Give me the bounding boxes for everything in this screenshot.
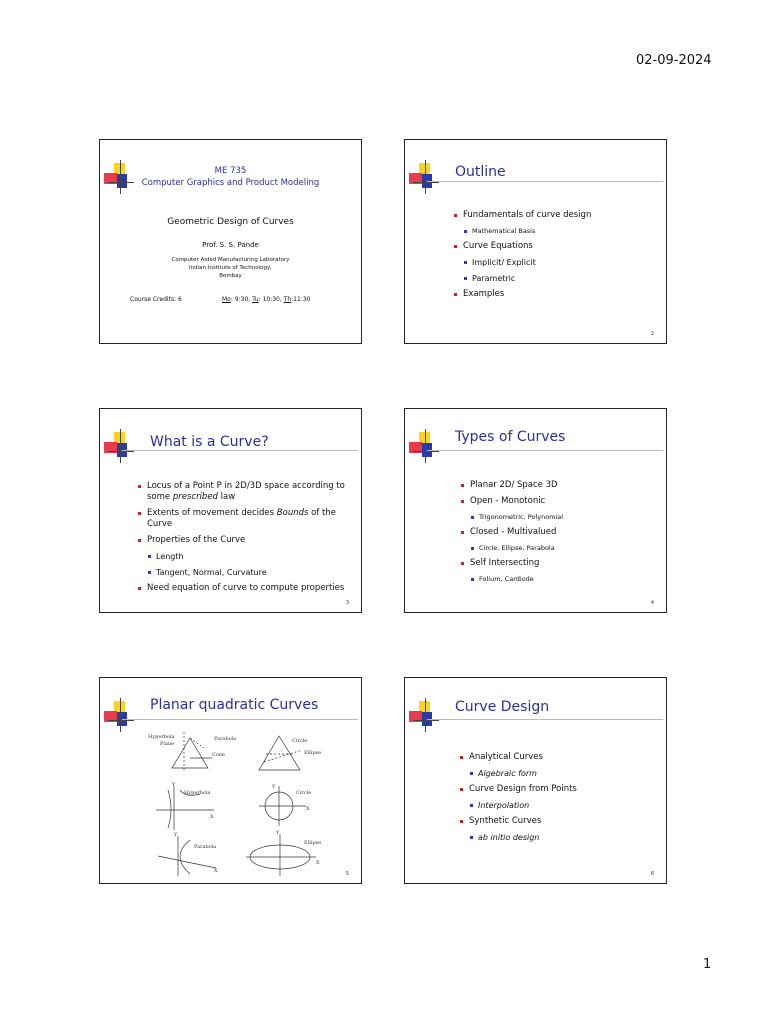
bullet: Examples bbox=[454, 289, 591, 300]
page-number: 1 bbox=[703, 957, 712, 972]
slide-1-affiliation bbox=[100, 256, 361, 280]
lab-line: Indian Institute of Technology, bbox=[189, 265, 272, 271]
bullet-text: of the Curve bbox=[147, 508, 336, 529]
bullet-emphasis: prescribed bbox=[172, 492, 218, 502]
bullet-text: Extents of movement decides bbox=[147, 508, 277, 518]
bullet: Analytical Curves bbox=[460, 752, 577, 763]
bullet: Closed - Multivalued bbox=[461, 527, 563, 538]
label-x: X bbox=[210, 814, 214, 820]
day-mo: Mo bbox=[222, 296, 231, 303]
slide-1-subtitle: Geometric Design of Curves bbox=[167, 217, 294, 227]
bullet: Fundamentals of curve design bbox=[454, 210, 591, 221]
time-th: :11:30 bbox=[291, 296, 311, 303]
label-x-4: X bbox=[316, 860, 320, 866]
bullet bbox=[138, 508, 348, 530]
sub-bullet: Parametric bbox=[454, 273, 591, 284]
slide-title: Planar quadratic Curves bbox=[150, 697, 319, 713]
label-y-3: Y bbox=[174, 832, 178, 838]
bullet-list bbox=[461, 480, 563, 589]
slide-logo-icon bbox=[409, 429, 439, 463]
label-y-4: Y bbox=[276, 830, 280, 836]
slide-5 bbox=[99, 677, 362, 884]
sub-bullet bbox=[460, 768, 577, 779]
course-credits: Course Credits: 6 bbox=[130, 296, 182, 303]
label-x-3: X bbox=[214, 868, 218, 874]
day-th: Th bbox=[283, 296, 292, 303]
bullet: Synthetic Curves bbox=[460, 816, 577, 827]
sub-bullet bbox=[460, 800, 577, 811]
sub-bullet: Trigonometric, Polynomial bbox=[461, 512, 563, 523]
slide-number: 6 bbox=[650, 871, 654, 877]
bullet-list bbox=[138, 481, 348, 599]
course-name: Computer Graphics and Product Modeling bbox=[141, 178, 320, 188]
bullet bbox=[138, 481, 348, 503]
label-y-2: Y bbox=[272, 784, 276, 790]
slide-1 bbox=[99, 139, 362, 344]
sub-bullet: Tangent, Normal, Curvature bbox=[138, 567, 348, 578]
bullet: Open - Monotonic bbox=[461, 496, 563, 507]
parabola-graph bbox=[158, 836, 216, 876]
bullet: Planar 2D/ Space 3D bbox=[461, 480, 563, 491]
slide-logo-icon bbox=[409, 698, 439, 732]
label-y: Y bbox=[172, 782, 176, 788]
label-parabola: Parabola bbox=[214, 736, 237, 742]
title-rule bbox=[122, 450, 358, 451]
sub-bullet: Circle, Ellipse, Parabola bbox=[461, 543, 563, 554]
label-plane: Plane bbox=[160, 741, 175, 747]
sub-bullet-text: ab initio design bbox=[478, 833, 540, 842]
label-cone: Cone bbox=[212, 752, 226, 758]
label-ellipse: Ellipse bbox=[304, 750, 322, 756]
course-code: ME 735 bbox=[214, 166, 247, 176]
sub-bullet-text: Algebraic form bbox=[478, 769, 537, 778]
title-rule bbox=[427, 450, 663, 451]
sub-bullet-text: Interpolation bbox=[478, 801, 530, 810]
bullet-text: Locus of a Point P in 2D/3D space according to some bbox=[147, 481, 345, 502]
lab-line: Bombay bbox=[219, 273, 242, 279]
slide-number: 3 bbox=[345, 600, 349, 606]
slide-title: Types of Curves bbox=[455, 429, 566, 445]
sub-bullet: Mathematical Basis bbox=[454, 226, 591, 237]
slide-title: Curve Design bbox=[455, 699, 550, 715]
slide-6 bbox=[404, 677, 667, 884]
sub-bullet: Folium, Cardiode bbox=[461, 574, 563, 585]
slide-3 bbox=[99, 408, 362, 613]
label-parabola-2: Parabola bbox=[194, 844, 217, 850]
slide-number: 4 bbox=[650, 600, 654, 606]
label-circle-2: Circle bbox=[296, 790, 312, 796]
lab-line: Computer Aided Manufacturing Laboratory bbox=[171, 257, 290, 263]
sub-bullet: Length bbox=[138, 551, 348, 562]
bullet-list bbox=[454, 210, 591, 305]
slide-title: Outline bbox=[455, 164, 506, 180]
label-x-2: X bbox=[306, 806, 310, 812]
slide-title: What is a Curve? bbox=[150, 434, 269, 450]
sub-bullet bbox=[460, 832, 577, 843]
class-times bbox=[222, 296, 310, 303]
bullet: Curve Design from Points bbox=[460, 784, 577, 795]
slide-4 bbox=[404, 408, 667, 613]
bullet: Properties of the Curve bbox=[138, 535, 348, 546]
label-hyperbola: Hyperbola bbox=[148, 734, 175, 740]
slide-2 bbox=[404, 139, 667, 344]
label-circle: Circle bbox=[292, 738, 308, 744]
slide-logo-icon bbox=[409, 160, 439, 194]
slide-1-title bbox=[100, 165, 361, 189]
sub-bullet: Implicit/ Explicit bbox=[454, 257, 591, 268]
time-mo: : 9:30, bbox=[230, 296, 253, 303]
bullet-text: law bbox=[217, 492, 236, 502]
cone-diagram bbox=[172, 732, 212, 772]
bullet: Self Intersecting bbox=[461, 558, 563, 569]
conic-sections-figure bbox=[144, 728, 334, 878]
title-rule bbox=[427, 719, 663, 720]
slide-logo-icon bbox=[104, 698, 134, 732]
title-rule bbox=[427, 181, 663, 182]
slide-number: 2 bbox=[650, 331, 654, 337]
bullet: Need equation of curve to compute properties bbox=[138, 583, 348, 594]
title-rule bbox=[122, 719, 358, 720]
label-ellipse-2: Ellipse bbox=[304, 840, 322, 846]
slide-1-author: Prof. S. S. Pande bbox=[202, 241, 259, 249]
slide-logo-icon bbox=[104, 429, 134, 463]
bullet-emphasis: Bounds bbox=[276, 508, 309, 518]
slide-number: 5 bbox=[345, 871, 349, 877]
document-date: 02-09-2024 bbox=[636, 53, 712, 68]
label-hyperbola-2: Hyperbola bbox=[184, 790, 211, 796]
day-tu: Tu bbox=[252, 296, 259, 303]
time-tu: : 10:30, bbox=[258, 296, 284, 303]
bullet: Curve Equations bbox=[454, 241, 591, 252]
bullet-list bbox=[460, 752, 577, 848]
